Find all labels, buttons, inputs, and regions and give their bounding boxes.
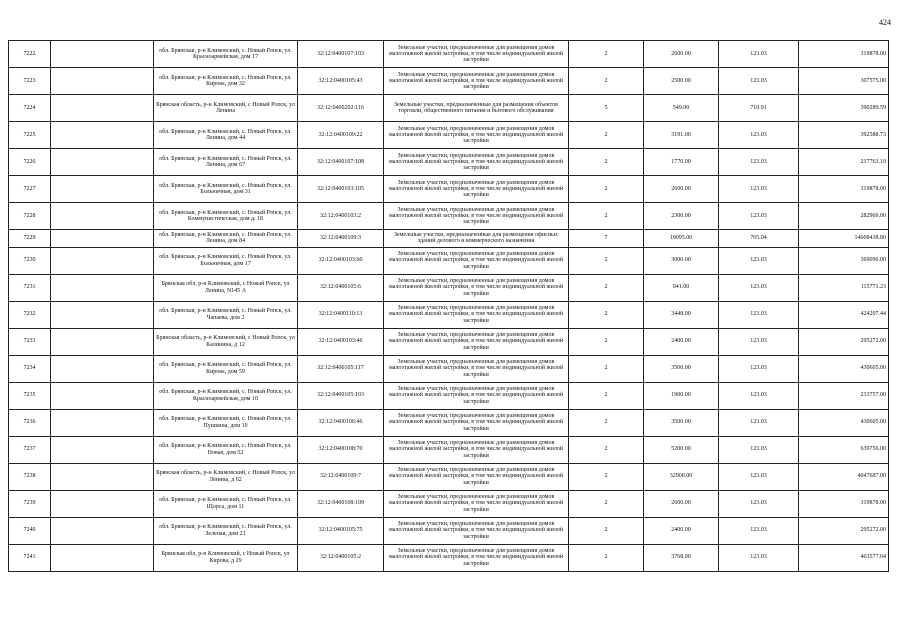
land-use-cell: Земельные участки, предназначенные для размещения домов малоэтажной жилой застройки, в том числе индивидуальной жилой застройки <box>384 490 569 517</box>
specific-value-cell: 123.03 <box>719 247 799 274</box>
specific-value-cell: 123.03 <box>719 382 799 409</box>
cadastral-number-cell: 32:12:0400105:75 <box>298 517 384 544</box>
use-group-cell: 2 <box>569 149 644 176</box>
cadastral-number-cell: 32:12:0400107:108 <box>298 149 384 176</box>
table-row <box>9 274 889 301</box>
address-cell: обл. Брянская, р-н Климовский, с. Новый Ропск, ул. Коммунистическая, дом д. 18 <box>154 203 298 230</box>
registry-body <box>9 41 889 572</box>
table-row <box>9 355 889 382</box>
row-number: 7232 <box>9 301 51 328</box>
cadastral-number-cell: 32:12:0400103:46 <box>298 328 384 355</box>
cadastral-value-cell: 282969.00 <box>799 203 889 230</box>
row-number: 7231 <box>9 274 51 301</box>
blank-cell <box>51 149 154 176</box>
area-cell: 3191.00 <box>644 122 719 149</box>
blank-cell <box>51 95 154 122</box>
blank-cell <box>51 463 154 490</box>
land-use-cell: Земельные участки, предназначенные для размещения домов малоэтажной жилой застройки, в том числе индивидуальной жилой застройки <box>384 328 569 355</box>
row-number: 7238 <box>9 463 51 490</box>
address-cell: обл. Брянская, р-н Климовский, с. Новый Ропск, ул. Ленина, дом 84 <box>154 230 298 248</box>
specific-value-cell: 123.03 <box>719 176 799 203</box>
specific-value-cell: 123.03 <box>719 355 799 382</box>
area-cell: 2300.00 <box>644 203 719 230</box>
specific-value-cell: 123.03 <box>719 301 799 328</box>
area-cell: 549.00 <box>644 95 719 122</box>
land-use-cell: Земельные участки, предназначенные для размещения домов малоэтажной жилой застройки, в том числе индивидуальной жилой застройки <box>384 544 569 571</box>
use-group-cell: 2 <box>569 409 644 436</box>
use-group-cell: 2 <box>569 490 644 517</box>
use-group-cell: 2 <box>569 176 644 203</box>
address-cell: обл. Брянская, р-н Климовский, с. Новый Ропск, ул. Больничная, дом 31 <box>154 176 298 203</box>
cadastral-number-cell: 32:12:0400109:3 <box>298 230 384 248</box>
cadastral-number-cell: 32:12:0400108:70 <box>298 436 384 463</box>
blank-cell <box>51 517 154 544</box>
cadastral-value-cell: 115771.23 <box>799 274 889 301</box>
table-row <box>9 203 889 230</box>
blank-cell <box>51 544 154 571</box>
address-cell: обл. Брянская, р-н Климовский, с. Новый Ропск, ул. Новая, дом 52 <box>154 436 298 463</box>
address-cell: обл. Брянская, р-н Климовский, с. Новый Ропск, ул. Зеленая, дом 21 <box>154 517 298 544</box>
table-row <box>9 382 889 409</box>
area-cell: 2500.00 <box>644 68 719 95</box>
use-group-cell: 2 <box>569 517 644 544</box>
specific-value-cell: 123.03 <box>719 328 799 355</box>
address-cell: Брянская область, р-н Климовский, с Новый Ропск, ул Ленина <box>154 95 298 122</box>
land-use-cell: Земельные участки, предназначенные для размещения домов малоэтажной жилой застройки, в том числе индивидуальной жилой застройки <box>384 301 569 328</box>
specific-value-cell: 123.03 <box>719 490 799 517</box>
area-cell: 2600.00 <box>644 176 719 203</box>
table-row <box>9 95 889 122</box>
cadastral-number-cell: 32:12:0400109:7 <box>298 463 384 490</box>
row-number: 7225 <box>9 122 51 149</box>
area-cell: 2600.00 <box>644 41 719 68</box>
table-row <box>9 301 889 328</box>
row-number: 7240 <box>9 517 51 544</box>
cadastral-value-cell: 307575.00 <box>799 68 889 95</box>
area-cell: 1770.00 <box>644 149 719 176</box>
area-cell: 3000.00 <box>644 247 719 274</box>
cadastral-number-cell: 32:12:0400103:2 <box>298 203 384 230</box>
blank-cell <box>51 122 154 149</box>
area-cell: 3500.00 <box>644 409 719 436</box>
blank-cell <box>51 203 154 230</box>
area-cell: 2400.00 <box>644 328 719 355</box>
row-number: 7230 <box>9 247 51 274</box>
blank-cell <box>51 409 154 436</box>
land-use-cell: Земельные участки, предназначенные для размещения домов малоэтажной жилой застройки, в том числе индивидуальной жилой застройки <box>384 463 569 490</box>
address-cell: обл. Брянская, р-н Климовский, с. Новый Ропск, ул. Красноармейская, дом 17 <box>154 41 298 68</box>
blank-cell <box>51 247 154 274</box>
blank-cell <box>51 230 154 248</box>
row-number: 7234 <box>9 355 51 382</box>
land-use-cell: Земельные участки, предназначенные для размещения домов малоэтажной жилой застройки, в том числе индивидуальной жилой застройки <box>384 409 569 436</box>
cadastral-value-cell: 430605.00 <box>799 355 889 382</box>
area-cell: 5200.00 <box>644 436 719 463</box>
use-group-cell: 2 <box>569 203 644 230</box>
row-number: 7226 <box>9 149 51 176</box>
cadastral-value-cell: 319878.00 <box>799 41 889 68</box>
area-cell: 941.00 <box>644 274 719 301</box>
table-row <box>9 149 889 176</box>
use-group-cell: 2 <box>569 355 644 382</box>
cadastral-number-cell: 32:12:0400106:46 <box>298 409 384 436</box>
cadastral-number-cell: 32:12:0400103:60 <box>298 247 384 274</box>
use-group-cell: 2 <box>569 247 644 274</box>
use-group-cell: 2 <box>569 122 644 149</box>
table-row <box>9 490 889 517</box>
address-cell: обл. Брянская, р-н Климовский, с. Новый Ропск, ул. Ленина, дом 67 <box>154 149 298 176</box>
area-cell: 3768.00 <box>644 544 719 571</box>
cadastral-number-cell: 32:12:0400109:22 <box>298 122 384 149</box>
specific-value-cell: 710.91 <box>719 95 799 122</box>
blank-cell <box>51 68 154 95</box>
cadastral-value-cell: 233757.00 <box>799 382 889 409</box>
cadastral-value-cell: 392588.73 <box>799 122 889 149</box>
page-number: 424 <box>879 18 891 27</box>
blank-cell <box>51 382 154 409</box>
cadastral-number-cell: 32:12:0400103:105 <box>298 176 384 203</box>
specific-value-cell: 123.03 <box>719 203 799 230</box>
cadastral-number-cell: 32:12:0400105:43 <box>298 68 384 95</box>
cadastral-value-cell: 217763.10 <box>799 149 889 176</box>
cadastral-value-cell: 424207.44 <box>799 301 889 328</box>
cadastral-registry-table <box>8 40 889 572</box>
table-row <box>9 176 889 203</box>
blank-cell <box>51 176 154 203</box>
specific-value-cell: 123.03 <box>719 463 799 490</box>
blank-cell <box>51 355 154 382</box>
blank-cell <box>51 490 154 517</box>
address-cell: Брянская область, р-н Климовский, с Новый Ропск, ул Калинина, д 12 <box>154 328 298 355</box>
row-number: 7222 <box>9 41 51 68</box>
table-row <box>9 230 889 248</box>
address-cell: обл. Брянская, р-н Климовский, с. Новый Ропск, ул. Ленина, дом 44 <box>154 122 298 149</box>
land-use-cell: Земельные участки, предназначенные для размещения домов малоэтажной жилой застройки, в том числе индивидуальной жилой застройки <box>384 274 569 301</box>
specific-value-cell: 123.03 <box>719 517 799 544</box>
cadastral-value-cell: 319878.00 <box>799 176 889 203</box>
row-number: 7227 <box>9 176 51 203</box>
area-cell: 2400.00 <box>644 517 719 544</box>
address-cell: Брянская область, р-н Климовский, с Новый Ропск, ул Ленина, д 62 <box>154 463 298 490</box>
row-number: 7224 <box>9 95 51 122</box>
cadastral-value-cell: 295272.00 <box>799 517 889 544</box>
use-group-cell: 2 <box>569 274 644 301</box>
row-number: 7235 <box>9 382 51 409</box>
row-number: 7229 <box>9 230 51 248</box>
address-cell: Брянская обл, р-н Климовский, с Новый Ропск, ул Ленина, N145 А <box>154 274 298 301</box>
table-row <box>9 328 889 355</box>
specific-value-cell: 123.03 <box>719 436 799 463</box>
land-use-cell: Земельные участки, предназначенные для размещения домов малоэтажной жилой застройки, в том числе индивидуальной жилой застройки <box>384 517 569 544</box>
blank-cell <box>51 436 154 463</box>
blank-cell <box>51 41 154 68</box>
cadastral-value-cell: 639756.00 <box>799 436 889 463</box>
use-group-cell: 2 <box>569 301 644 328</box>
specific-value-cell: 123.03 <box>719 41 799 68</box>
land-use-cell: Земельные участки, предназначенные для размещения домов малоэтажной жилой застройки, в том числе индивидуальной жилой застройки <box>384 149 569 176</box>
land-use-cell: Земельные участки, предназначенные для размещения объектов торговли, общественного питания и бытового обслуживания <box>384 95 569 122</box>
address-cell: обл. Брянская, р-н Климовский, с. Новый Ропск, ул. Пушкина, дом 10 <box>154 409 298 436</box>
table-row <box>9 247 889 274</box>
row-number: 7241 <box>9 544 51 571</box>
cadastral-number-cell: 32:12:0400105:103 <box>298 382 384 409</box>
cadastral-value-cell: 369090.00 <box>799 247 889 274</box>
blank-cell <box>51 301 154 328</box>
table-row <box>9 544 889 571</box>
land-use-cell: Земельные участки, предназначенные для размещения офисных зданий делового и коммерческого назначения <box>384 230 569 248</box>
cadastral-value-cell: 463577.04 <box>799 544 889 571</box>
land-use-cell: Земельные участки, предназначенные для размещения домов малоэтажной жилой застройки, в том числе индивидуальной жилой застройки <box>384 203 569 230</box>
use-group-cell: 2 <box>569 328 644 355</box>
use-group-cell: 2 <box>569 68 644 95</box>
use-group-cell: 2 <box>569 436 644 463</box>
row-number: 7237 <box>9 436 51 463</box>
row-number: 7239 <box>9 490 51 517</box>
specific-value-cell: 123.03 <box>719 68 799 95</box>
use-group-cell: 2 <box>569 544 644 571</box>
area-cell: 2600.00 <box>644 490 719 517</box>
cadastral-value-cell: 319878.00 <box>799 490 889 517</box>
land-use-cell: Земельные участки, предназначенные для размещения домов малоэтажной жилой застройки, в том числе индивидуальной жилой застройки <box>384 122 569 149</box>
table-row <box>9 436 889 463</box>
specific-value-cell: 765.04 <box>719 230 799 248</box>
address-cell: обл. Брянская, р-н Климовский, с. Новый Ропск, ул. Щорса, дом 11 <box>154 490 298 517</box>
table-row <box>9 122 889 149</box>
table-row <box>9 68 889 95</box>
blank-cell <box>51 328 154 355</box>
use-group-cell: 5 <box>569 95 644 122</box>
cadastral-number-cell: 32:12:0400105:2 <box>298 544 384 571</box>
land-use-cell: Земельные участки, предназначенные для размещения домов малоэтажной жилой застройки, в том числе индивидуальной жилой застройки <box>384 41 569 68</box>
area-cell: 1900.00 <box>644 382 719 409</box>
cadastral-value-cell: 390289.59 <box>799 95 889 122</box>
table-row <box>9 409 889 436</box>
address-cell: обл. Брянская, р-н Климовский, с. Новый Ропск, ул. Кирова, дом 32 <box>154 68 298 95</box>
cadastral-number-cell: 32:12:0400107:103 <box>298 41 384 68</box>
area-cell: 32900.00 <box>644 463 719 490</box>
row-number: 7236 <box>9 409 51 436</box>
area-cell: 3448.00 <box>644 301 719 328</box>
row-number: 7223 <box>9 68 51 95</box>
table-row <box>9 517 889 544</box>
cadastral-value-cell: 4047687.00 <box>799 463 889 490</box>
use-group-cell: 2 <box>569 463 644 490</box>
use-group-cell: 2 <box>569 41 644 68</box>
cadastral-value-cell: 430605.00 <box>799 409 889 436</box>
cadastral-number-cell: 32:12:0400105:117 <box>298 355 384 382</box>
blank-cell <box>51 274 154 301</box>
use-group-cell: 7 <box>569 230 644 248</box>
area-cell: 3500.00 <box>644 355 719 382</box>
cadastral-value-cell: 295272.00 <box>799 328 889 355</box>
specific-value-cell: 123.03 <box>719 409 799 436</box>
area-cell: 19095.00 <box>644 230 719 248</box>
specific-value-cell: 123.03 <box>719 274 799 301</box>
cadastral-number-cell: 32:12:0400202:116 <box>298 95 384 122</box>
cadastral-value-cell: 14608438.80 <box>799 230 889 248</box>
row-number: 7228 <box>9 203 51 230</box>
specific-value-cell: 123.03 <box>719 149 799 176</box>
row-number: 7233 <box>9 328 51 355</box>
address-cell: обл. Брянская, р-н Климовский, с. Новый Ропск, ул. Чапаева, дом 2 <box>154 301 298 328</box>
land-use-cell: Земельные участки, предназначенные для размещения домов малоэтажной жилой застройки, в том числе индивидуальной жилой застройки <box>384 176 569 203</box>
address-cell: обл. Брянская, р-н Климовский, с. Новый Ропск, ул. Кирова, дом 59 <box>154 355 298 382</box>
specific-value-cell: 123.03 <box>719 544 799 571</box>
land-use-cell: Земельные участки, предназначенные для размещения домов малоэтажной жилой застройки, в том числе индивидуальной жилой застройки <box>384 68 569 95</box>
land-use-cell: Земельные участки, предназначенные для размещения домов малоэтажной жилой застройки, в том числе индивидуальной жилой застройки <box>384 382 569 409</box>
use-group-cell: 2 <box>569 382 644 409</box>
table-row <box>9 41 889 68</box>
cadastral-number-cell: 32:12:0400110:13 <box>298 301 384 328</box>
land-use-cell: Земельные участки, предназначенные для размещения домов малоэтажной жилой застройки, в том числе индивидуальной жилой застройки <box>384 436 569 463</box>
land-use-cell: Земельные участки, предназначенные для размещения домов малоэтажной жилой застройки, в том числе индивидуальной жилой застройки <box>384 247 569 274</box>
address-cell: обл. Брянская, р-н Климовский, с. Новый Ропск, ул. Больничная, дом 17 <box>154 247 298 274</box>
address-cell: Брянская обл, р-н Климовский, с Новый Ропск, ул Кирова, д 29 <box>154 544 298 571</box>
specific-value-cell: 123.03 <box>719 122 799 149</box>
cadastral-number-cell: 32:12:0400108:109 <box>298 490 384 517</box>
cadastral-number-cell: 32:12:0400105:6 <box>298 274 384 301</box>
land-use-cell: Земельные участки, предназначенные для размещения домов малоэтажной жилой застройки, в том числе индивидуальной жилой застройки <box>384 355 569 382</box>
table-row <box>9 463 889 490</box>
address-cell: обл. Брянская, р-н Климовский, с. Новый Ропск, ул. Красноармейская, дом 10 <box>154 382 298 409</box>
